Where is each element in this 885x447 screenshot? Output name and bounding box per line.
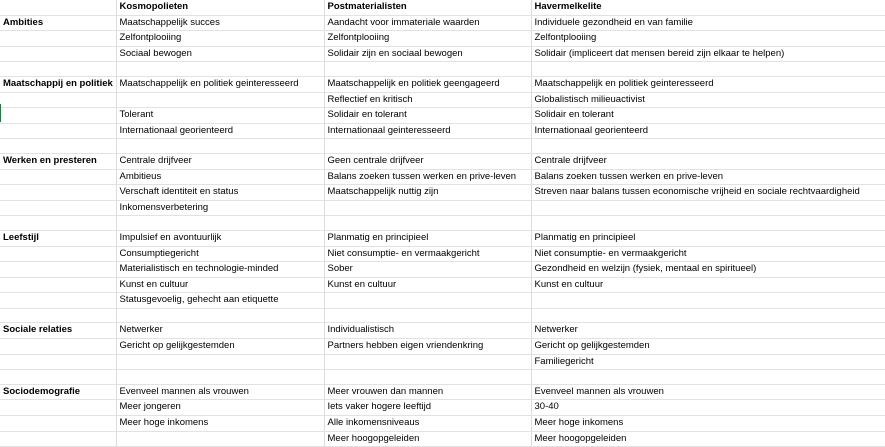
- category-cell[interactable]: [0, 62, 116, 77]
- category-cell[interactable]: [0, 293, 116, 309]
- table-row: [0, 108, 885, 124]
- table-cell[interactable]: [324, 308, 531, 323]
- table-cell[interactable]: [531, 216, 885, 231]
- category-cell[interactable]: [0, 92, 116, 108]
- table-row: [0, 293, 885, 309]
- table-cell[interactable]: Internationaal geinteresseerd: [324, 123, 531, 139]
- column-header-cell[interactable]: Kosmopolieten: [116, 0, 324, 15]
- category-cell[interactable]: [0, 169, 116, 185]
- table-cell[interactable]: [531, 139, 885, 154]
- table-cell[interactable]: 30-40: [531, 400, 885, 416]
- category-cell[interactable]: [0, 308, 116, 323]
- table-row: [0, 216, 885, 231]
- category-cell[interactable]: [0, 400, 116, 416]
- table-cell[interactable]: Gezondheid en welzijn (fysiek, mentaal en spiritueel): [531, 262, 885, 278]
- category-cell[interactable]: [0, 185, 116, 201]
- table-cell[interactable]: [324, 62, 531, 77]
- table-cell[interactable]: Evenveel mannen als vrouwen: [116, 384, 324, 400]
- table-cell[interactable]: Evenveel mannen als vrouwen: [531, 384, 885, 400]
- table-cell[interactable]: Balans zoeken tussen werken en prive-leven: [531, 169, 885, 185]
- header-row: [0, 0, 885, 15]
- table-cell[interactable]: [324, 200, 531, 216]
- table-cell[interactable]: Meer hoogopgeleiden: [324, 431, 531, 447]
- table-cell[interactable]: [531, 370, 885, 385]
- table-cell[interactable]: [116, 308, 324, 323]
- table-cell[interactable]: Kunst en cultuur: [324, 277, 531, 293]
- table-cell[interactable]: Familiegericht: [531, 354, 885, 370]
- table-row: [0, 76, 885, 92]
- table-cell[interactable]: Centrale drijfveer: [531, 153, 885, 169]
- table-cell[interactable]: [116, 216, 324, 231]
- category-cell[interactable]: [0, 46, 116, 62]
- table-cell[interactable]: Netwerker: [116, 323, 324, 339]
- column-header-cell[interactable]: Havermelkelite: [531, 0, 885, 15]
- table-cell[interactable]: Gericht op gelijkgestemden: [116, 339, 324, 355]
- table-cell[interactable]: Centrale drijfveer: [116, 153, 324, 169]
- table-cell[interactable]: Maatschappelijk nuttig zijn: [324, 185, 531, 201]
- table-cell[interactable]: Sociaal bewogen: [116, 46, 324, 62]
- corner-cell[interactable]: [0, 0, 116, 15]
- table-row: [0, 153, 885, 169]
- table-cell[interactable]: Meer hoge inkomens: [531, 416, 885, 432]
- category-cell[interactable]: [0, 416, 116, 432]
- table-row: [0, 323, 885, 339]
- table-cell[interactable]: Planmatig en principieel: [531, 230, 885, 246]
- category-cell[interactable]: [0, 277, 116, 293]
- table-cell[interactable]: Reflectief en kritisch: [324, 92, 531, 108]
- table-cell[interactable]: [116, 62, 324, 77]
- table-cell[interactable]: Internationaal georienteerd: [116, 123, 324, 139]
- category-cell[interactable]: Werken en presteren: [0, 153, 116, 169]
- table-cell[interactable]: Gericht op gelijkgestemden: [531, 339, 885, 355]
- table-row: [0, 62, 885, 77]
- category-cell[interactable]: Maatschappij en politiek: [0, 76, 116, 92]
- table-cell[interactable]: [116, 92, 324, 108]
- table-cell[interactable]: Planmatig en principieel: [324, 230, 531, 246]
- table-cell[interactable]: Ambitieus: [116, 169, 324, 185]
- category-cell[interactable]: [0, 200, 116, 216]
- table-row: [0, 46, 885, 62]
- table-row: [0, 92, 885, 108]
- table-row: [0, 169, 885, 185]
- category-cell[interactable]: [0, 262, 116, 278]
- table-cell[interactable]: Meer vrouwen dan mannen: [324, 384, 531, 400]
- category-cell[interactable]: [0, 216, 116, 231]
- table-cell[interactable]: Kunst en cultuur: [116, 277, 324, 293]
- table-cell[interactable]: Streven naar balans tussen economische vrijheid en sociale rechtvaardigheid: [531, 185, 885, 201]
- table-row: [0, 31, 885, 47]
- table-cell[interactable]: Solidair en tolerant: [531, 108, 885, 124]
- table-cell[interactable]: Sober: [324, 262, 531, 278]
- table-cell[interactable]: Kunst en cultuur: [531, 277, 885, 293]
- table-cell[interactable]: [324, 293, 531, 309]
- table-cell[interactable]: [531, 293, 885, 309]
- category-cell[interactable]: [0, 431, 116, 447]
- table-cell[interactable]: [324, 370, 531, 385]
- category-cell[interactable]: Leefstijl: [0, 230, 116, 246]
- table-cell[interactable]: Statusgevoelig, gehecht aan etiquette: [116, 293, 324, 309]
- category-cell[interactable]: [0, 370, 116, 385]
- table-row: [0, 246, 885, 262]
- table-cell[interactable]: Niet consumptie- en vermaakgericht: [531, 246, 885, 262]
- table-row: [0, 262, 885, 278]
- table-cell[interactable]: Aandacht voor immateriale waarden: [324, 15, 531, 31]
- table-row: [0, 277, 885, 293]
- table-cell[interactable]: Partners hebben eigen vriendenkring: [324, 339, 531, 355]
- table-row: [0, 308, 885, 323]
- table-cell[interactable]: [324, 354, 531, 370]
- table-cell[interactable]: Solidair (impliceert dat mensen bereid zijn elkaar te helpen): [531, 46, 885, 62]
- table-row: [0, 354, 885, 370]
- row-selection-marker: [0, 104, 1, 122]
- category-cell[interactable]: [0, 108, 116, 124]
- table-cell[interactable]: Impulsief en avontuurlijk: [116, 230, 324, 246]
- table-cell[interactable]: [324, 216, 531, 231]
- table-cell[interactable]: [324, 139, 531, 154]
- table-cell[interactable]: Individualistisch: [324, 323, 531, 339]
- table-row: [0, 384, 885, 400]
- table-cell[interactable]: [531, 308, 885, 323]
- table-row: [0, 230, 885, 246]
- table-cell[interactable]: Maatschappelijk en politiek geinteresseerd: [531, 76, 885, 92]
- table-row: [0, 370, 885, 385]
- table-cell[interactable]: Consumptiegericht: [116, 246, 324, 262]
- category-cell[interactable]: [0, 123, 116, 139]
- category-cell[interactable]: [0, 139, 116, 154]
- table-row: [0, 123, 885, 139]
- table-cell[interactable]: Alle inkomensniveaus: [324, 416, 531, 432]
- table-cell[interactable]: [116, 354, 324, 370]
- table-cell[interactable]: Meer hoge inkomens: [116, 416, 324, 432]
- column-header-cell[interactable]: Postmaterialisten: [324, 0, 531, 15]
- table-cell[interactable]: Verschaft identiteit en status: [116, 185, 324, 201]
- table-cell[interactable]: Internationaal georienteerd: [531, 123, 885, 139]
- category-cell[interactable]: [0, 354, 116, 370]
- table-cell[interactable]: Niet consumptie- en vermaakgericht: [324, 246, 531, 262]
- table-row: [0, 400, 885, 416]
- category-cell[interactable]: [0, 246, 116, 262]
- table-cell[interactable]: [531, 62, 885, 77]
- table-cell[interactable]: Geen centrale drijfveer: [324, 153, 531, 169]
- table-cell[interactable]: Iets vaker hogere leeftijd: [324, 400, 531, 416]
- table-row: [0, 416, 885, 432]
- table-cell[interactable]: Globalistisch milieuactivist: [531, 92, 885, 108]
- table-cell[interactable]: Netwerker: [531, 323, 885, 339]
- table-cell[interactable]: Balans zoeken tussen werken en prive-leven: [324, 169, 531, 185]
- table-row: [0, 139, 885, 154]
- table-row: [0, 185, 885, 201]
- category-cell[interactable]: [0, 31, 116, 47]
- table-cell[interactable]: Zelfontplooiing: [531, 31, 885, 47]
- table-cell[interactable]: [531, 200, 885, 216]
- table-cell[interactable]: Solidair en tolerant: [324, 108, 531, 124]
- table-row: [0, 200, 885, 216]
- table-cell[interactable]: Inkomensverbetering: [116, 200, 324, 216]
- table-cell[interactable]: Meer hoogopgeleiden: [531, 431, 885, 447]
- table-row: [0, 339, 885, 355]
- table-cell[interactable]: Zelfontplooiing: [324, 31, 531, 47]
- table-cell[interactable]: Zelfontplooiing: [116, 31, 324, 47]
- table-cell[interactable]: Meer jongeren: [116, 400, 324, 416]
- table-cell[interactable]: Individuele gezondheid en van familie: [531, 15, 885, 31]
- table-cell[interactable]: [116, 139, 324, 154]
- table-row: [0, 15, 885, 31]
- table-cell[interactable]: Maatschappelijk succes: [116, 15, 324, 31]
- category-cell[interactable]: Ambities: [0, 15, 116, 31]
- table-row: [0, 431, 885, 447]
- category-cell[interactable]: Sociodemografie: [0, 384, 116, 400]
- table-cell[interactable]: Solidair zijn en sociaal bewogen: [324, 46, 531, 62]
- table-cell[interactable]: Maatschappelijk en politiek geengageerd: [324, 76, 531, 92]
- table-cell[interactable]: [116, 370, 324, 385]
- table-cell[interactable]: Tolerant: [116, 108, 324, 124]
- table-cell[interactable]: Maatschappelijk en politiek geinteresseerd: [116, 76, 324, 92]
- category-cell[interactable]: Sociale relaties: [0, 323, 116, 339]
- table-cell[interactable]: Materialistisch en technologie-minded: [116, 262, 324, 278]
- table-cell[interactable]: [116, 431, 324, 447]
- category-cell[interactable]: [0, 339, 116, 355]
